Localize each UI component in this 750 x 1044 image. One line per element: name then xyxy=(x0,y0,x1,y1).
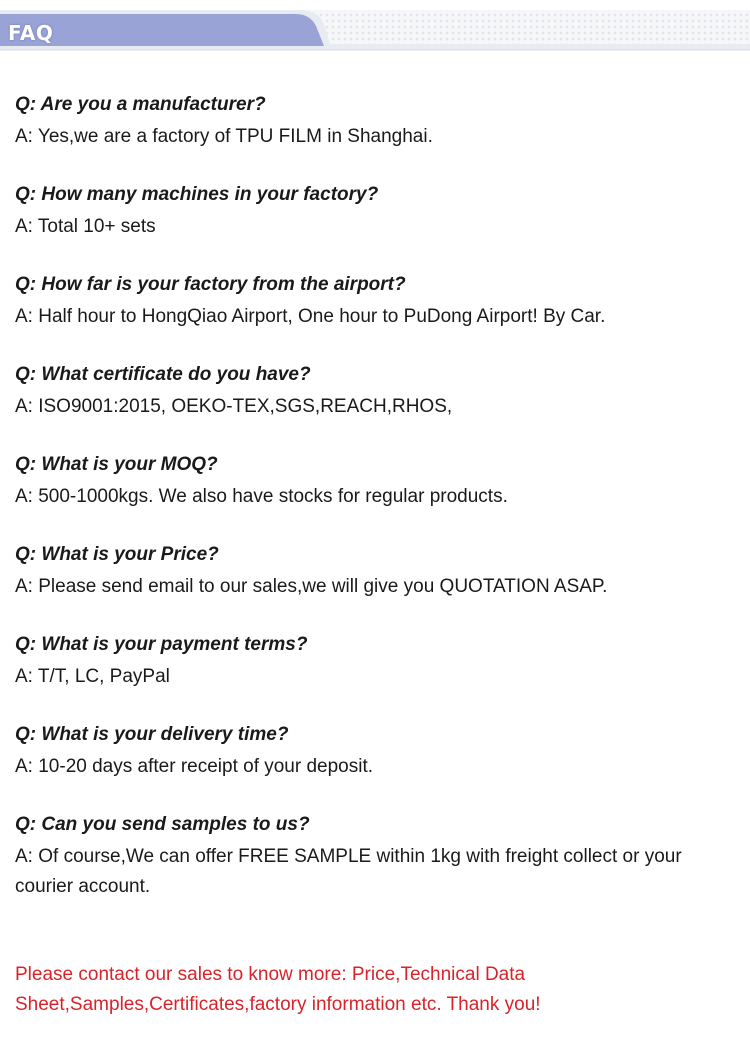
faq-question: Q: What is your MOQ? xyxy=(15,454,218,475)
faq-item xyxy=(15,542,740,632)
faq-item xyxy=(15,452,740,542)
header-banner-graphic xyxy=(0,0,750,52)
faq-item xyxy=(15,272,740,362)
faq-answer: A: Total 10+ sets xyxy=(15,216,156,237)
faq-answer: A: Half hour to HongQiao Airport, One hour to PuDong Airport! By Car. xyxy=(15,306,606,327)
faq-answer: A: Of course,We can offer FREE SAMPLE within 1kg with freight collect or your courier account. xyxy=(15,846,682,897)
faq-answer: A: ISO9001:2015, OEKO-TEX,SGS,REACH,RHOS, xyxy=(15,396,453,417)
faq-answer: A: T/T, LC, PayPal xyxy=(15,666,170,687)
faq-question: Q: How many machines in your factory? xyxy=(15,184,379,205)
faq-question: Q: What is your payment terms? xyxy=(15,634,308,655)
faq-header xyxy=(0,0,750,52)
faq-question: Q: What is your delivery time? xyxy=(15,724,289,745)
faq-item xyxy=(15,92,740,182)
faq-item xyxy=(15,362,740,452)
faq-item xyxy=(15,812,740,902)
faq-list xyxy=(15,92,740,902)
faq-answer: A: 10-20 days after receipt of your deposit. xyxy=(15,756,374,777)
faq-answer: A: Please send email to our sales,we will give you QUOTATION ASAP. xyxy=(15,576,608,597)
faq-question: Q: What is your Price? xyxy=(15,544,219,565)
faq-question: Q: What certificate do you have? xyxy=(15,364,311,385)
contact-note: Please contact our sales to know more: Price,Technical Data Sheet,Samples,Certificates,factory information etc. Thank you! xyxy=(15,964,541,1015)
faq-item xyxy=(15,632,740,722)
faq-answer: A: 500-1000kgs. We also have stocks for regular products. xyxy=(15,486,508,507)
faq-question: Q: How far is your factory from the airport? xyxy=(15,274,406,295)
faq-item xyxy=(15,182,740,272)
faq-item xyxy=(15,722,740,812)
page-title: FAQ xyxy=(8,21,54,45)
faq-question: Q: Can you send samples to us? xyxy=(15,814,310,835)
faq-answer: A: Yes,we are a factory of TPU FILM in Shanghai. xyxy=(15,126,433,147)
faq-question: Q: Are you a manufacturer? xyxy=(15,94,266,115)
